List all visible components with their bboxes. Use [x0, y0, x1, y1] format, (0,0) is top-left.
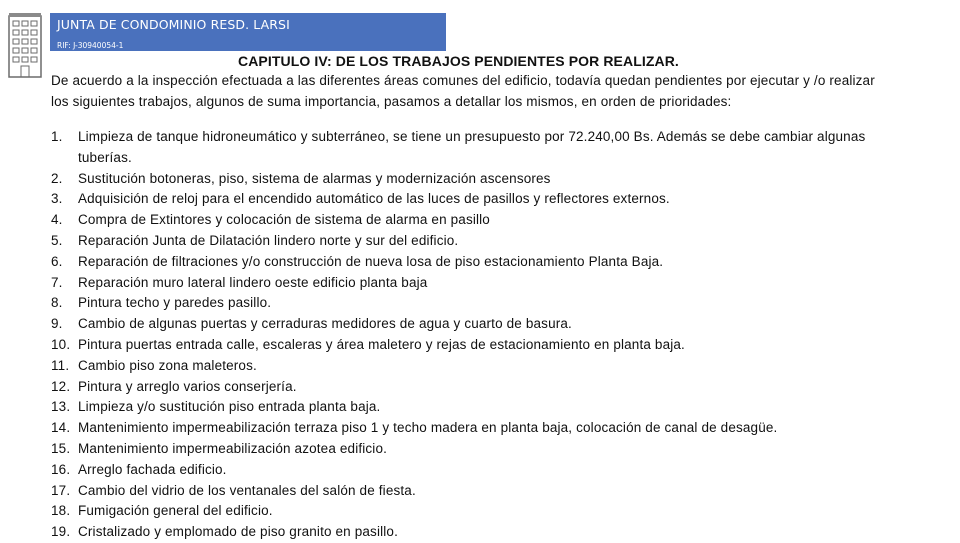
list-item-number: 15. — [51, 440, 71, 456]
list-item-text: Reparación de filtraciones y/o construcción de nueva losa de piso estacionamiento Planta Baja. — [78, 253, 664, 269]
intro-paragraph: De acuerdo a la inspección efectuada a las diferentes áreas comunes del edificio, todavía quedan pendientes por ejecutar y /o realizar los siguientes trabajos, algunos de suma importancia, pasamos a detallar los mismos, en orden de prioridades: — [51, 73, 875, 109]
list-item-text: Pintura techo y paredes pasillo. — [78, 295, 272, 311]
list-item-number: 7. — [51, 274, 63, 290]
list-item — [51, 293, 901, 314]
list-item — [51, 231, 901, 252]
list-item-number: 10. — [51, 336, 71, 352]
list-item — [51, 314, 901, 335]
list-item — [51, 439, 901, 460]
list-item-text: Mantenimiento impermeabilización azotea edificio. — [78, 440, 388, 456]
list-item — [51, 189, 901, 210]
header-banner — [50, 13, 446, 51]
list-item-number: 3. — [51, 191, 63, 207]
list-item — [51, 397, 901, 418]
list-item-text: Reparación muro lateral lindero oeste edificio planta baja — [78, 274, 428, 290]
list-item-text: Cambio piso zona maleteros. — [78, 357, 257, 373]
list-item-number: 1. — [51, 129, 63, 144]
list-item-number: 17. — [51, 482, 71, 498]
list-item-text: Cristalizado y emplomado de piso granito en pasillo. — [78, 524, 398, 540]
list-item — [51, 169, 901, 190]
list-item-number: 14. — [51, 420, 71, 436]
list-item — [51, 252, 901, 273]
list-item — [51, 377, 901, 398]
list-item-text: Arreglo fachada edificio. — [78, 461, 227, 477]
list-item-text: Pintura puertas entrada calle, escaleras y área maletero y rejas de estacionamiento en planta baja. — [78, 336, 685, 352]
list-item-number: 16. — [51, 461, 71, 477]
rif-number: RIF: J-30940054-1 — [57, 41, 124, 50]
list-item-text: Cambio del vidrio de los ventanales del salón de fiesta. — [78, 482, 416, 498]
list-item-text: Mantenimiento impermeabilización terraza piso 1 y techo madera en planta baja, colocación de canal de desagüe. — [78, 420, 778, 436]
list-item-text: Reparación Junta de Dilatación lindero norte y sur del edificio. — [78, 232, 459, 248]
list-item — [51, 335, 901, 356]
list-item-text: Sustitución botoneras, piso, sistema de alarmas y modernización ascensores — [78, 170, 551, 186]
list-item-text: Adquisición de reloj para el encendido automático de las luces de pasillos y reflectores externos. — [78, 191, 670, 207]
list-item-number: 8. — [51, 295, 63, 311]
list-item-text: Pintura y arreglo varios conserjería. — [78, 378, 297, 394]
list-item — [51, 501, 901, 522]
list-item — [51, 210, 901, 231]
list-item-text: Fumigación general del edificio. — [78, 503, 273, 519]
list-item-number: 9. — [51, 316, 63, 332]
list-item-text: Limpieza y/o sustitución piso entrada planta baja. — [78, 399, 381, 415]
list-item-text: Cambio de algunas puertas y cerraduras medidores de agua y cuarto de basura. — [78, 316, 572, 332]
list-item — [51, 356, 901, 377]
list-item-number: 6. — [51, 253, 63, 269]
list-item — [51, 418, 901, 439]
list-item-text: Compra de Extintores y colocación de sistema de alarma en pasillo — [78, 212, 490, 228]
list-item — [51, 481, 901, 502]
list-item — [51, 460, 901, 481]
list-item-number: 4. — [51, 212, 63, 228]
org-name: JUNTA DE CONDOMINIO RESD. LARSI — [57, 17, 290, 32]
list-item — [51, 127, 901, 169]
list-item-number: 18. — [51, 503, 71, 519]
list-item — [51, 273, 901, 294]
list-item-number: 2. — [51, 170, 63, 186]
chapter-title: CAPITULO IV: DE LOS TRABAJOS PENDIENTES POR REALIZAR. — [238, 53, 679, 69]
list-item-text: Limpieza de tanque hidroneumático y subterráneo, se tiene un presupuesto por 72.240,00 Bs. Además se debe cambiar algunas tuberías. — [78, 129, 866, 165]
list-item-number: 5. — [51, 232, 63, 248]
building-icon — [8, 12, 42, 78]
list-item-number: 11. — [51, 357, 70, 373]
list-item-number: 12. — [51, 378, 71, 394]
list-item-number: 13. — [51, 399, 71, 415]
list-item-number: 19. — [51, 524, 71, 540]
pending-works-list — [51, 127, 901, 543]
